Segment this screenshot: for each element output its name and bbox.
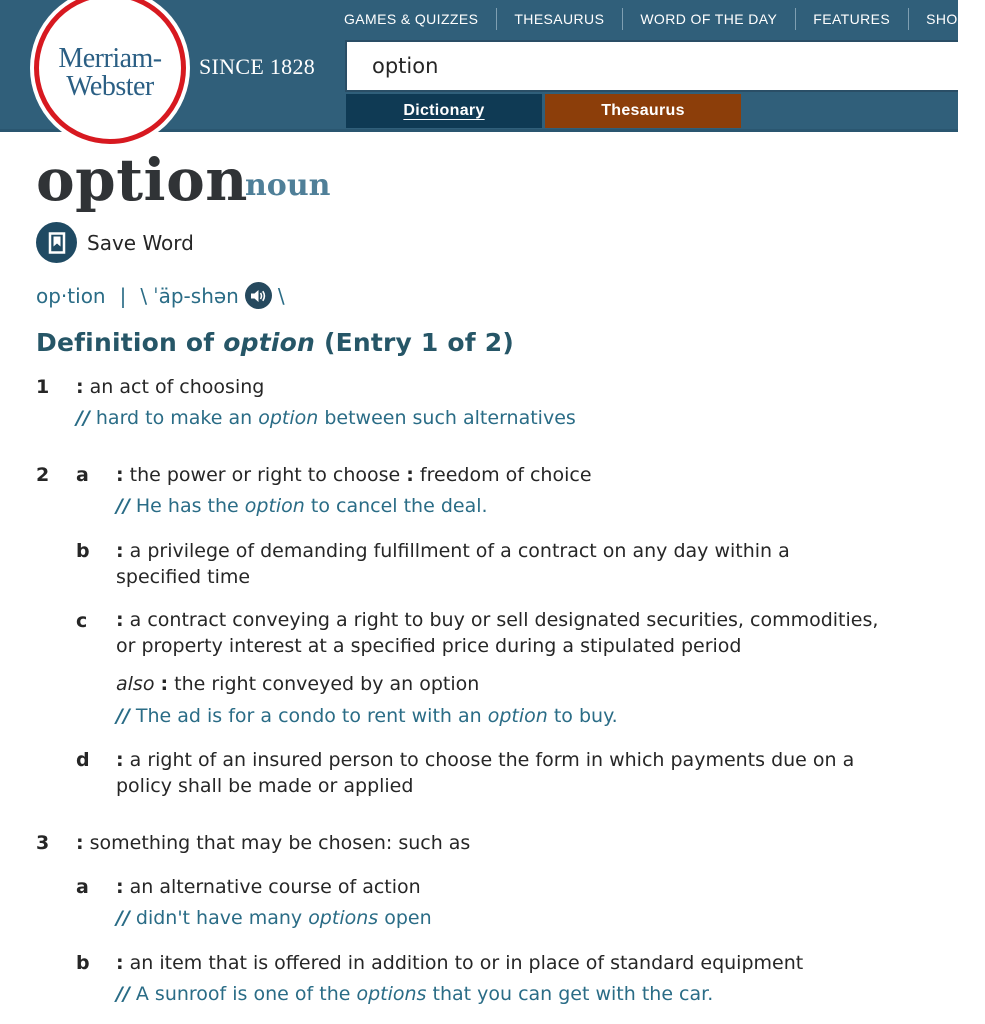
logo-line1: Merriam- <box>58 43 162 74</box>
colon: : <box>160 673 169 695</box>
search-input[interactable] <box>347 42 958 90</box>
pronunciation-text: ˈäp-shən <box>153 283 239 308</box>
pron-separator: | <box>119 283 127 308</box>
def-line-1: a privilege of demanding fulfillment of a contract on any day within a <box>123 540 790 562</box>
ex-pre: The ad is for a condo to rent with an <box>135 705 488 727</box>
def-text-2: freedom of choice <box>413 464 592 486</box>
bookmark-icon <box>36 222 77 263</box>
example-mark: // <box>116 983 130 1005</box>
def-text: the power or right to choose <box>123 464 407 486</box>
def-line-1: a right of an insured person to choose the form in which payments due on a <box>123 749 855 771</box>
ex-pre: hard to make an <box>95 407 259 429</box>
ex-word: option <box>258 407 319 429</box>
sense-2a-definition <box>116 462 592 488</box>
ex-word: option <box>244 495 305 517</box>
merriam-webster-logo[interactable] <box>34 0 186 144</box>
sense-letter-2d: d <box>76 749 90 771</box>
def-prefix: Definition of <box>36 328 224 357</box>
nav-thesaurus[interactable]: THESAURUS <box>496 11 622 27</box>
sense-3a-example <box>116 905 432 931</box>
speaker-icon[interactable] <box>245 282 272 309</box>
sense-letter-3b: b <box>76 952 90 974</box>
headword: option <box>36 146 248 214</box>
def-line-2: or property interest at a specified price during a stipulated period <box>116 635 742 657</box>
sense-letter-2a: a <box>76 464 89 486</box>
sense-1-example <box>76 405 576 431</box>
ex-pre: didn't have many <box>135 907 309 929</box>
nav-word-of-the-day[interactable]: WORD OF THE DAY <box>622 11 795 27</box>
sense-3a-definition <box>116 874 421 900</box>
tab-thesaurus[interactable]: Thesaurus <box>545 94 741 128</box>
ex-word: options <box>356 983 427 1005</box>
def-line-2: policy shall be made or applied <box>116 775 414 797</box>
nav-games-quizzes[interactable]: GAMES & QUIZZES <box>344 11 479 27</box>
sense-2b-definition <box>116 538 790 590</box>
sense-letter-2b: b <box>76 540 90 562</box>
def-suffix: (Entry 1 of 2) <box>315 328 515 357</box>
sense-1-definition <box>76 374 264 400</box>
def-word: option <box>223 328 316 357</box>
save-word-button[interactable] <box>36 222 194 263</box>
pronunciation-row <box>36 282 285 309</box>
colon: : <box>116 464 124 486</box>
ex-post: to buy. <box>547 705 618 727</box>
colon: : <box>116 540 124 562</box>
pron-open: \ <box>140 283 148 308</box>
sense-3b-example <box>116 981 713 1007</box>
def-line-1: a contract conveying a right to buy or sell designated securities, commodities, <box>123 609 879 631</box>
ex-post: open <box>378 907 432 929</box>
ex-post: that you can get with the car. <box>426 983 714 1005</box>
colon: : <box>116 749 124 771</box>
syllables: op·tion <box>36 283 106 308</box>
example-mark: // <box>76 407 90 429</box>
sense-3-definition <box>76 830 470 856</box>
part-of-speech[interactable]: noun <box>245 168 331 203</box>
sense-3b-definition <box>116 950 803 976</box>
def-text: an item that is offered in addition to or in place of standard equipment <box>123 952 804 974</box>
colon: : <box>116 609 124 631</box>
sense-2a-example <box>116 493 488 519</box>
logo-line2: Webster <box>66 71 154 102</box>
ex-word: option <box>487 705 548 727</box>
def-text: an alternative course of action <box>123 876 421 898</box>
search-box <box>345 40 958 92</box>
ex-post: between such alternatives <box>318 407 576 429</box>
sense-number-2: 2 <box>36 464 50 486</box>
example-mark: // <box>116 495 130 517</box>
colon: : <box>76 376 84 398</box>
colon: : <box>76 832 84 854</box>
sense-2c-example <box>116 703 618 729</box>
def-text: something that may be chosen: such as <box>83 832 471 854</box>
sense-2c-definition <box>116 607 878 659</box>
example-mark: // <box>116 907 130 929</box>
sense-2d-definition <box>116 747 854 799</box>
nav-shop[interactable]: SHOP <box>908 11 985 27</box>
def-line-2: specified time <box>116 566 251 588</box>
top-nav <box>326 0 985 38</box>
colon: : <box>116 952 124 974</box>
colon: : <box>116 876 124 898</box>
def-text: an act of choosing <box>83 376 265 398</box>
colon: : <box>406 464 414 486</box>
also-def: the right conveyed by an option <box>168 673 480 695</box>
sense-letter-2c: c <box>76 610 88 632</box>
pron-close: \ <box>277 283 285 308</box>
example-mark: // <box>116 705 130 727</box>
site-header <box>0 0 968 132</box>
ex-pre: A sunroof is one of the <box>135 983 357 1005</box>
also-label: also <box>116 673 155 695</box>
ex-post: to cancel the deal. <box>304 495 488 517</box>
definition-heading <box>36 328 514 357</box>
ex-word: options <box>308 907 379 929</box>
ex-pre: He has the <box>135 495 245 517</box>
tab-dictionary[interactable]: Dictionary <box>346 94 542 128</box>
save-word-label: Save Word <box>87 230 194 255</box>
sense-number-1: 1 <box>36 376 50 398</box>
sense-number-3: 3 <box>36 832 50 854</box>
since-tagline: SINCE 1828 <box>199 54 316 79</box>
nav-features[interactable]: FEATURES <box>795 11 908 27</box>
sense-2c-also <box>116 671 479 697</box>
sense-letter-3a: a <box>76 876 89 898</box>
